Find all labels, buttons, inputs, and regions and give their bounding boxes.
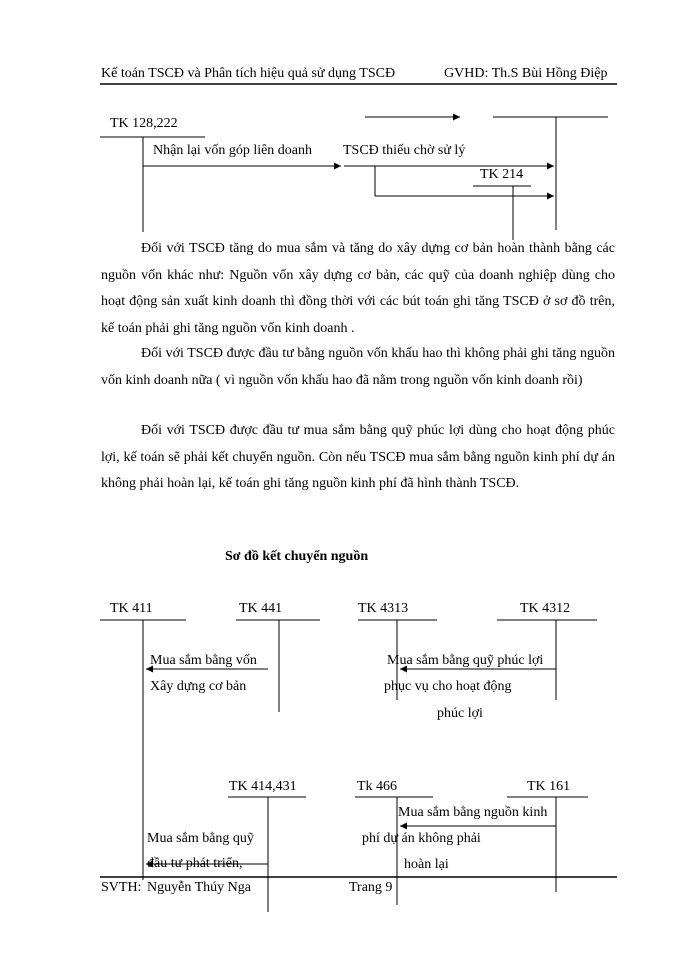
label-tk-4312: TK 4312	[520, 601, 571, 616]
label-tk-466: Tk 466	[357, 779, 398, 794]
label-fund-2: đầu tư phát triển,	[147, 856, 243, 871]
header-left: Kế toán TSCĐ và Phân tích hiệu quả sử dụng TSCĐ	[101, 66, 396, 81]
label-tk-128: TK 128,222	[110, 116, 178, 131]
label-tk-441: TK 441	[239, 601, 283, 616]
label-welfare-2: phục vụ cho hoạt động	[384, 679, 512, 694]
label-tk-161: TK 161	[527, 779, 571, 794]
label-tk-214: TK 214	[480, 167, 524, 182]
label-project-1: Mua sắm bằng nguồn kinh	[398, 805, 548, 820]
label-receive-capital: Nhận lại vốn góp liên doanh	[153, 143, 313, 158]
footer-student-name: Nguyễn Thúy Nga	[147, 880, 251, 895]
diagram-title: Sơ đồ kết chuyển nguồn	[225, 549, 369, 564]
label-project-2: phí dự án không phải	[362, 831, 481, 846]
paragraph-1: Đối với TSCĐ tăng do mua sắm và tăng do xây dựng cơ bản hoàn thành bằng các nguồn vốn khác như: Nguồn vốn xây dựng cơ bản, các quỹ của doanh nghiệp dùng cho hoạt động sản xuất kinh doanh thì đồng thời với các bút toán ghi tăng TSCĐ ở sơ đồ trên, kế toán phải ghi tăng nguồn vốn kinh doanh .	[101, 241, 615, 336]
paragraph-3: Đối với TSCĐ được đầu tư mua sắm bằng quỹ phúc lợi dùng cho hoạt động phúc lợi, kế toán sẽ phải kết chuyển nguồn. Còn nếu TSCĐ mua sắm bằng nguồn kinh phí dự án không phải hoàn lại, kế toán ghi tăng nguồn kinh phí đã hình thành TSCĐ.	[101, 423, 615, 491]
label-buy-capital-2: Xây dựng cơ bản	[150, 679, 247, 694]
label-tk-4313: TK 4313	[358, 601, 409, 616]
label-fund-1: Mua sắm bằng quỹ	[147, 831, 254, 846]
paragraph-2: Đối với TSCĐ được đầu tư bằng nguồn vốn khấu hao thì không phải ghi tăng nguồn vốn kinh doanh nữa ( vì nguồn vốn khấu hao đã nằm trong nguồn vốn kinh doanh rồi)	[101, 346, 615, 388]
label-buy-capital-1: Mua sắm bằng vốn	[150, 653, 257, 668]
label-project-3: hoàn lại	[404, 857, 449, 872]
label-welfare-3: phúc lợi	[437, 706, 483, 721]
label-tk-414: TK 414,431	[229, 779, 297, 794]
label-welfare-1: Mua sắm bằng quỹ phúc lợi	[387, 653, 544, 668]
footer-svth: SVTH:	[101, 880, 142, 895]
label-missing-asset: TSCĐ thiếu chờ sử lý	[343, 143, 466, 158]
footer-page-number: Trang 9	[349, 880, 393, 895]
header-right: GVHD: Th.S Bùi Hồng Điệp	[444, 66, 608, 81]
label-tk-411: TK 411	[110, 601, 153, 616]
